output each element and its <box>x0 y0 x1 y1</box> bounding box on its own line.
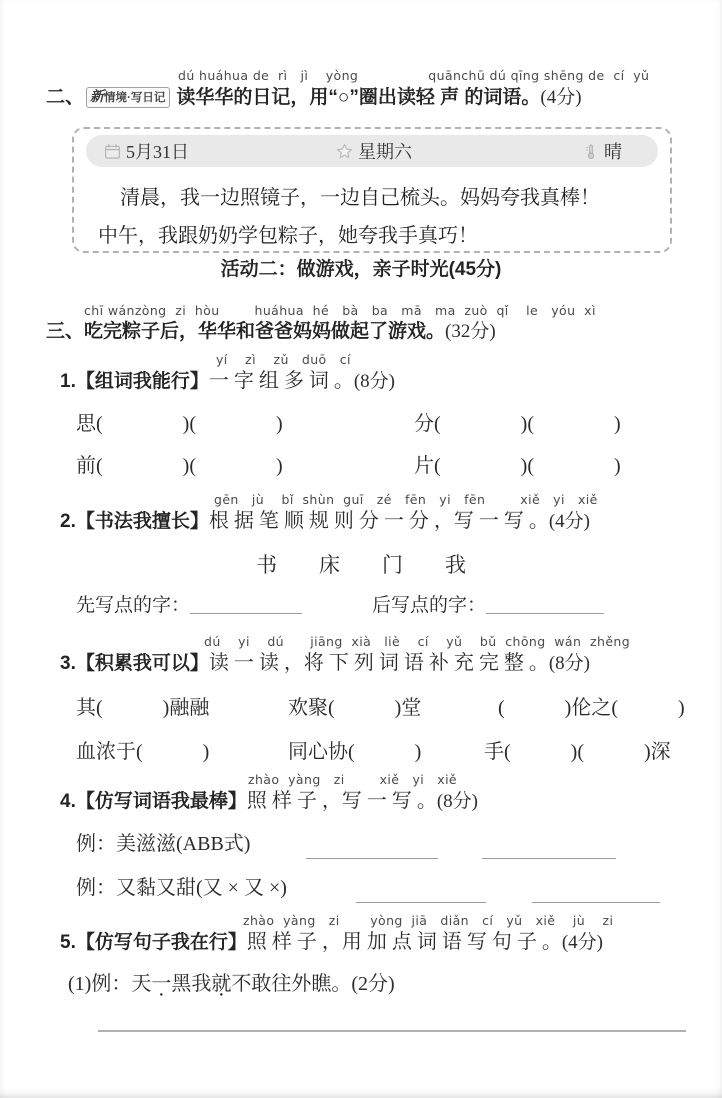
answer-blank <box>532 892 660 903</box>
pinyin-line: zhào yàng zi xiě yi xiě <box>248 772 458 787</box>
q4-score: (8分) <box>436 791 479 812</box>
q2-character-set: 书 床 门 我 <box>256 553 466 577</box>
answer-blank <box>486 599 604 614</box>
q2-text: 根 据 笔 顺 规 则 分 一 分 ，写 一 写 。 <box>208 510 549 532</box>
q5-sub-score: (2分) <box>351 973 395 995</box>
badge-diary-label: 情境·写日记 <box>104 92 166 104</box>
q2-label: 2.【书法我擅长】 <box>60 511 209 532</box>
q1-blank-group: 思( )( ) <box>76 413 283 435</box>
q5-example-sentence <box>68 972 395 997</box>
diary-weekday: 星期六 <box>358 142 412 162</box>
section-two-score: (4分) <box>540 87 582 108</box>
answer-blank <box>356 892 486 903</box>
q3-score: (8分) <box>548 653 591 674</box>
section-three-heading <box>46 320 496 344</box>
pinyin-line: dú huáhua de rì jì yòng quānchū dú qīng shēng de cí yǔ <box>178 68 650 83</box>
diary-date: 5月31日 <box>126 142 189 162</box>
q2-answer-group <box>372 594 604 618</box>
sentence-segment: (1)例：天 <box>68 973 152 995</box>
q5-label: 5.【仿写句子我在行】 <box>60 932 247 953</box>
q4-text: 照 样 子 ，写 一 写 。 <box>246 790 437 812</box>
q3-idiom-blank: 同心协( ) <box>288 741 422 763</box>
q5-score: (4分) <box>561 932 604 953</box>
diary-date-group <box>104 138 189 164</box>
pinyin-line: gēn jù bǐ shùn guī zé fēn yi fēn xiě yi xiě <box>214 492 598 507</box>
q2-blank1-label: 先写点的字： <box>76 595 191 616</box>
q1-score: (8分) <box>353 371 396 392</box>
q3-idiom-blank: 欢聚( )堂 <box>288 697 422 719</box>
diary-weather: 晴 <box>604 142 622 162</box>
emphasized-char: 一 ● <box>151 972 171 997</box>
q3-heading <box>60 651 590 676</box>
q2-score: (4分) <box>548 511 591 532</box>
sentence-segment: 不敢往外瞧。 <box>231 973 352 995</box>
answer-blank <box>306 848 438 859</box>
q3-idiom-blank: ( )伦之( ) <box>498 697 685 719</box>
section-three-score: (32分) <box>445 321 496 342</box>
thermometer-icon <box>583 143 599 160</box>
q3-label: 3.【积累我可以】 <box>60 653 209 674</box>
q4-label: 4.【仿写词语我最棒】 <box>60 791 247 812</box>
diary-weather-group <box>583 138 622 164</box>
answer-blank <box>190 599 302 614</box>
section-three-text: 三、吃完粽子后，华华和爸爸妈妈做起了游戏。 <box>46 321 446 342</box>
q4-example: 例：美滋滋(ABB式) <box>76 833 251 855</box>
q1-blank-group: 片( )( ) <box>414 455 621 477</box>
q1-text: 一 字 组 多 词 。 <box>208 370 354 392</box>
activity-title: 活动二：做游戏，亲子时光(45分) <box>220 259 502 280</box>
diary-header <box>86 135 658 167</box>
badge-new-label: 新 <box>90 90 105 105</box>
pinyin-line: dú yi dú jiāng xià liè cí yǔ bǔ chōng wán zhěng <box>204 634 631 649</box>
q3-idiom-blank: 其( )融融 <box>76 697 210 719</box>
q5-heading <box>60 930 603 955</box>
q3-idiom-blank: 血浓于( ) <box>76 741 210 763</box>
calendar-icon <box>104 143 121 160</box>
diary-line: 清晨，我一边照镜子，一边自己梳头。妈妈夸我真棒！ <box>120 187 600 209</box>
q2-answer-group <box>76 594 302 618</box>
q4-heading <box>60 789 478 814</box>
q3-idiom-blank: 手( )( )深 <box>484 741 671 763</box>
pinyin-line: chī wánzòng zi hòu huáhua hé bà ba mā ma zuò qǐ le yóu xì <box>84 303 596 318</box>
pinyin-line: zhào yàng zi yòng jiā diǎn cí yǔ xiě jù zi <box>243 913 614 928</box>
section-two-heading <box>46 86 582 110</box>
q1-label: 1.【组词我能行】 <box>60 371 209 392</box>
answer-blank <box>482 848 616 859</box>
emphasized-char: 就 ● <box>211 972 231 997</box>
q1-heading <box>60 369 395 394</box>
q2-blank2-label: 后写点的字： <box>372 595 487 616</box>
q5-text: 照 样 子 ，用 加 点 词 语 写 句 子 。 <box>246 931 562 953</box>
pinyin-line: yí zì zǔ duō cí <box>216 352 351 367</box>
new-context-badge <box>86 87 170 108</box>
answer-line <box>98 1018 686 1032</box>
q1-blank-group: 前( )( ) <box>76 455 283 477</box>
diary-card <box>72 127 672 253</box>
q1-blank-group: 分( )( ) <box>414 413 621 435</box>
q4-example: 例：又黏又甜(又 × 又 ×) <box>76 877 287 899</box>
diary-weekday-group <box>336 138 412 164</box>
q2-heading <box>60 509 590 534</box>
diary-line: 中午，我跟奶奶学包粽子，她夸我手真巧！ <box>98 225 478 247</box>
q3-text: 读 一 读 ，将 下 列 词 语 补 充 完 整 。 <box>208 652 549 674</box>
section-two-text: 读华华的日记，用“○”圈出读轻 声 的词语。 <box>176 87 541 108</box>
star-icon <box>336 143 353 160</box>
sentence-segment: 黑我 <box>171 973 212 995</box>
section-number: 二、 <box>46 87 85 108</box>
